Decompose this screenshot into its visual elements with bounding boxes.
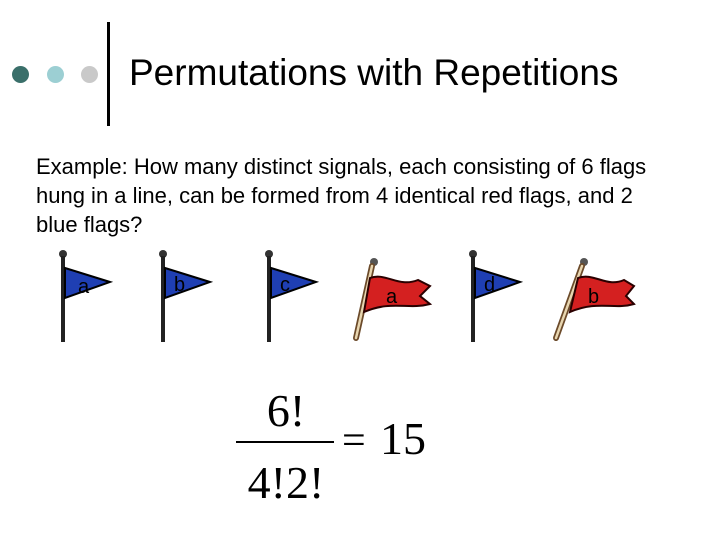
blue-flag-icon (152, 248, 242, 348)
flag-3 (258, 248, 348, 348)
blue-flag-icon (258, 248, 348, 348)
example-text: Example: How many distinct signals, each consisting of 6 flags hung in a line, can be formed from 4 identical red flags, and 2 blue flags? (36, 154, 647, 237)
flag-6 (546, 248, 636, 348)
blue-flag-icon (462, 248, 552, 348)
bullet-dots (12, 66, 98, 84)
flag-2 (152, 248, 242, 348)
flag-1 (52, 248, 142, 348)
gray-dot-icon (81, 66, 98, 83)
flag-label: b (588, 286, 600, 308)
formula-equals: = (342, 418, 366, 464)
flag-label: a (386, 286, 398, 308)
flag-5 (462, 248, 552, 348)
dark-teal-dot-icon (12, 66, 29, 83)
flag-label: d (484, 274, 496, 296)
formula (232, 382, 442, 512)
title-divider (107, 22, 110, 126)
flag-label: b (174, 274, 186, 296)
flag-4 (346, 248, 436, 348)
flag-label: c (280, 274, 290, 296)
formula-result: 15 (380, 413, 426, 464)
blue-flag-icon (52, 248, 142, 348)
formula-numerator: 6! (266, 385, 306, 436)
formula-denominator: 4!2! (247, 457, 325, 508)
slide-title: Permutations with Repetitions (129, 52, 619, 93)
flag-label: a (78, 276, 90, 298)
light-teal-dot-icon (47, 66, 64, 83)
